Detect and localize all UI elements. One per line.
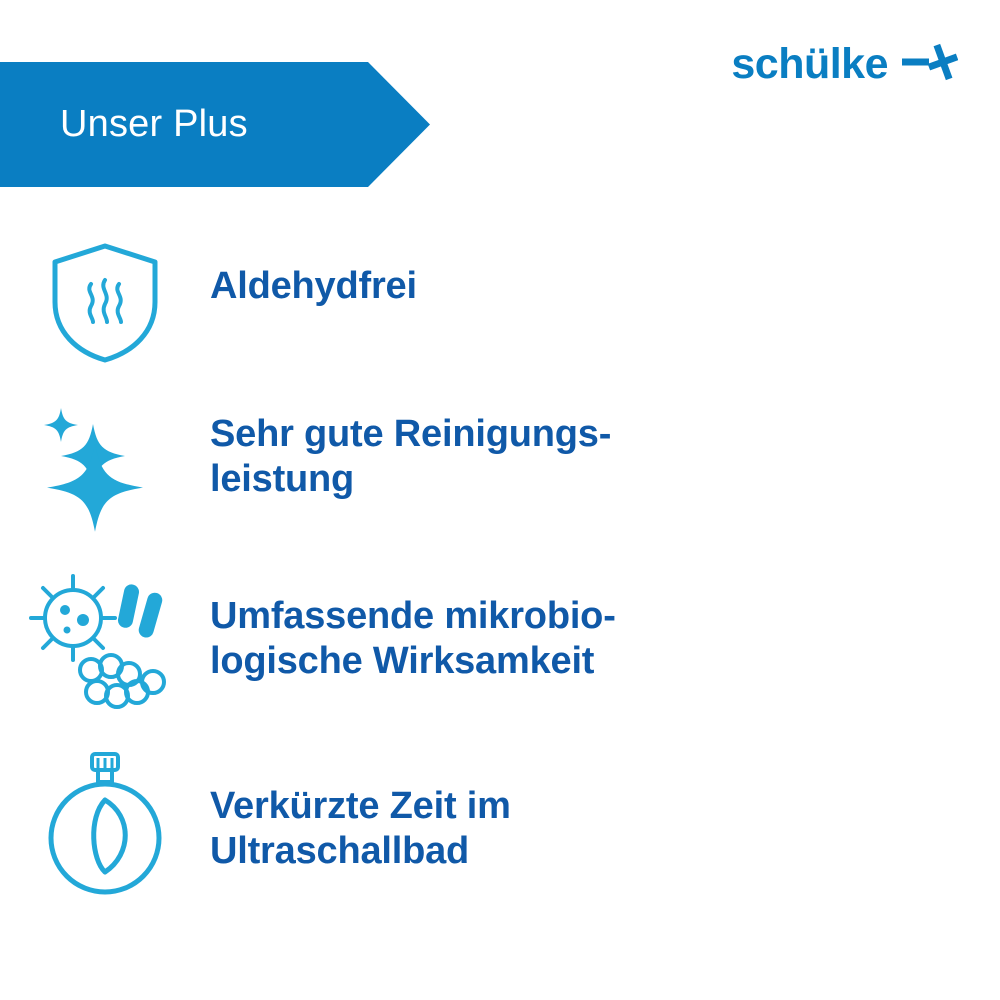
feature-label: [210, 386, 611, 502]
microbes-icon: [0, 566, 210, 730]
brand-logo: [731, 40, 958, 89]
list-item: [0, 746, 1000, 906]
list-item: [0, 566, 1000, 746]
feature-label-line1: Verkürzte Zeit im: [210, 785, 511, 827]
feature-list: [0, 236, 1000, 906]
feature-label-line1: Umfassende mikrobio-: [210, 595, 616, 637]
feature-label: Aldehydfrei: [210, 265, 417, 307]
list-item: [0, 386, 1000, 566]
feature-label-line2: logische Wirksamkeit: [210, 639, 595, 682]
feature-label: [210, 746, 511, 874]
feature-label-line2: leistung: [210, 457, 355, 500]
feature-label-line1: Sehr gute Reinigungs-: [210, 413, 612, 455]
shield-odour-icon: [0, 236, 210, 365]
sparkle-stars-icon: [0, 386, 210, 550]
feature-label: [210, 566, 616, 684]
list-item: [0, 236, 1000, 386]
plus-cross-icon: [902, 40, 958, 89]
stopwatch-icon: [0, 746, 210, 900]
banner: [0, 62, 430, 187]
brand-name: schülke: [731, 40, 888, 88]
banner-title: Unser Plus: [60, 103, 248, 145]
feature-label-line2: Ultraschallbad: [210, 829, 470, 872]
